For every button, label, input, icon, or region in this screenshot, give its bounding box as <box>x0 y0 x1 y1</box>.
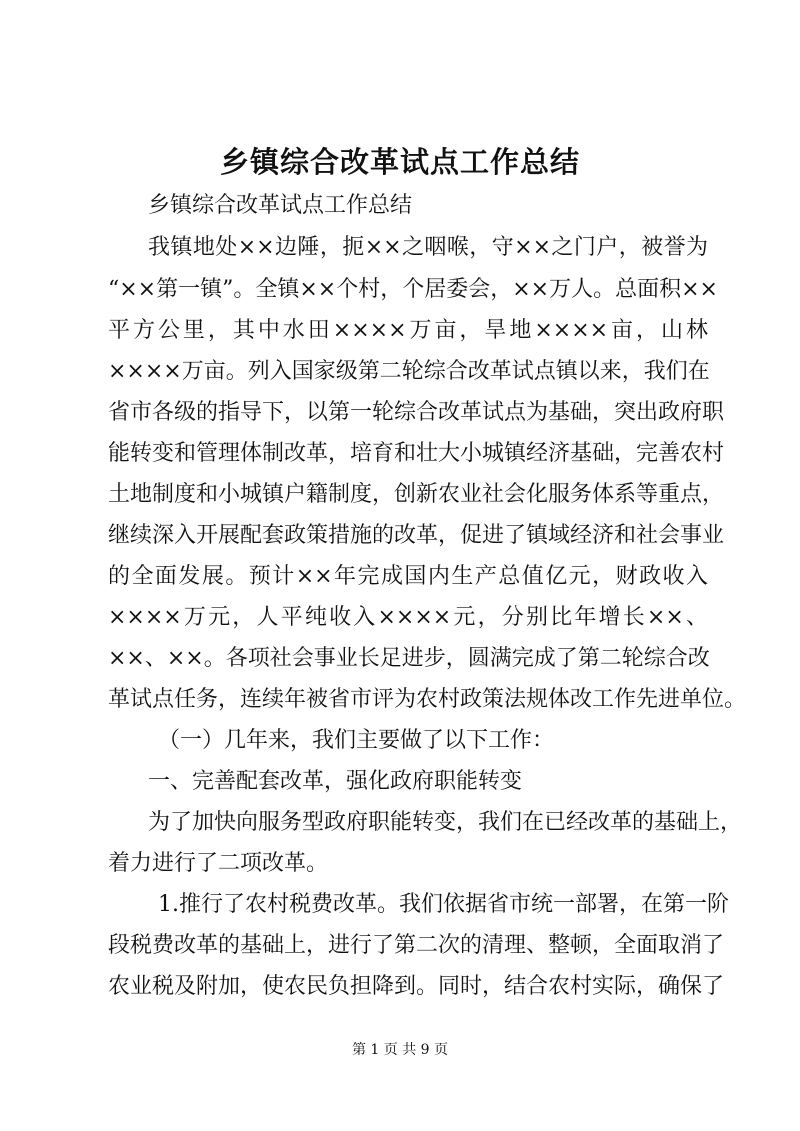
section-heading: （一）几年来，我们主要做了以下工作： <box>158 728 555 753</box>
paragraph-line: 能转变和管理体制改革，培育和壮大小城镇经济基础，完善农村 <box>108 441 725 466</box>
paragraph-line: ××、××。各项社会事业长足进步，圆满完成了第二轮综合改 <box>108 646 710 671</box>
paragraph-line: 继续深入开展配套政策措施的改革，促进了镇域经济和社会事业 <box>108 523 725 548</box>
paragraph-line: “××第一镇”。全镇××个村，个居委会，××万人。总面积×× <box>108 277 718 302</box>
paragraph-line: 着力进行了二项改革。 <box>108 851 329 876</box>
subtitle-line: 乡镇综合改革试点工作总结 <box>148 193 413 218</box>
document-title: 乡镇综合改革试点工作总结 <box>219 145 580 179</box>
paragraph-line: 的全面发展。预计××年完成国内生产总值亿元，财政收入 <box>108 564 708 589</box>
paragraph-line: ××××万亩。列入国家级第二轮综合改革试点镇以来，我们在 <box>108 359 710 384</box>
paragraph-line: 革试点任务，连续年被省市评为农村政策法规体改工作先进单位。 <box>108 687 747 712</box>
paragraph-line: 土地制度和小城镇户籍制度，创新农业社会化服务体系等重点， <box>108 482 725 507</box>
section-heading: 一、完善配套改革，强化政府职能转变 <box>148 769 523 794</box>
page-number-footer: 第 1 页 共 9 页 <box>351 1042 449 1058</box>
paragraph-line: 1.推行了农村税费改革。我们依据省市统一部署，在第一阶 <box>158 892 729 917</box>
paragraph-line: 我镇地处××边陲，扼××之咽喉，守××之门户，被誉为 <box>148 235 708 260</box>
paragraph-line: 农业税及附加，使农民负担降到。同时，结合农村实际，确保了 <box>108 974 725 999</box>
paragraph-line: ××××万元，人平纯收入××××元，分别比年增长××、 <box>108 605 708 630</box>
paragraph-line: 为了加快向服务型政府职能转变，我们在已经改革的基础上， <box>148 810 743 835</box>
paragraph-line: 段税费改革的基础上，进行了第二次的清理、整顿，全面取消了 <box>108 933 725 958</box>
paragraph-line: 省市各级的指导下，以第一轮综合改革试点为基础，突出政府职 <box>108 400 725 425</box>
paragraph-line: 平方公里，其中水田××××万亩，旱地××××亩，山林 <box>108 318 708 343</box>
